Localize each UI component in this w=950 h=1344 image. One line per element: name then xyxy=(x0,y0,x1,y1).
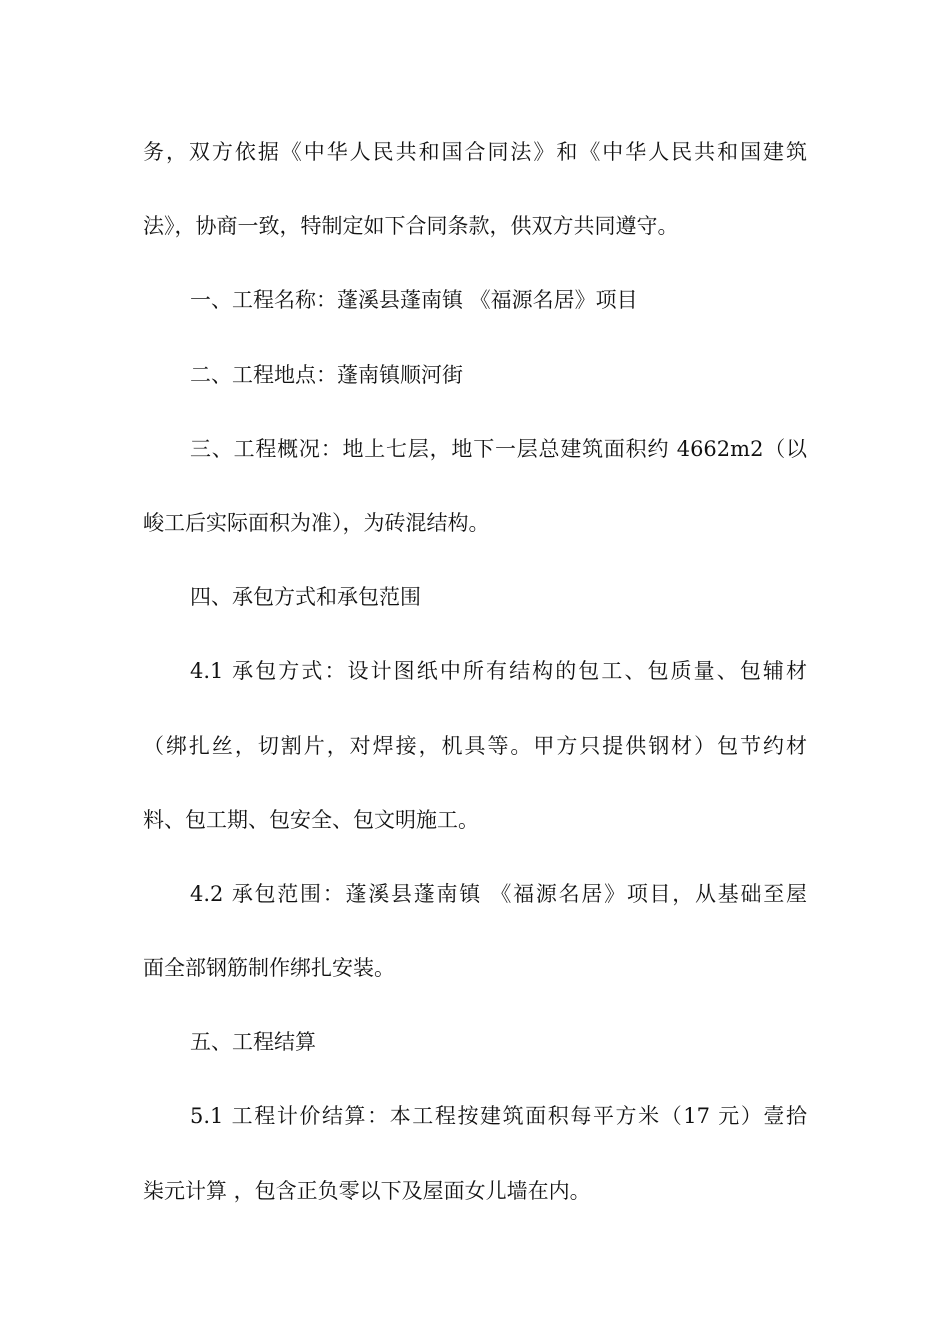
clause-4-1: 4.1 承包方式：设计图纸中所有结构的包工、包质量、包辅材 xyxy=(190,659,807,684)
clause-4-1-continuation-2: 料、包工期、包安全、包文明施工。 xyxy=(143,807,479,832)
clause-4-1-continuation-1: （绑扎丝，切割片，对焊接，机具等。甲方只提供钢材）包节约材 xyxy=(143,733,807,758)
section-3-project-overview: 三、工程概况：地上七层，地下一层总建筑面积约 4662m2（以 xyxy=(190,436,807,461)
section-1-project-name: 一、工程名称：蓬溪县蓬南镇 《福源名居》项目 xyxy=(190,288,638,313)
text-line-2: 法》，协商一致，特制定如下合同条款，供双方共同遵守。 xyxy=(143,214,679,239)
section-5-heading: 五、工程结算 xyxy=(190,1030,316,1055)
clause-5-1: 5.1 工程计价结算：本工程按建筑面积每平方米（17 元）壹拾 xyxy=(190,1104,807,1129)
clause-4-2: 4.2 承包范围：蓬溪县蓬南镇 《福源名居》项目，从基础至屋 xyxy=(190,881,807,906)
clause-5-1-continuation: 柒元计算 ，包含正负零以下及屋面女儿墙在内。 xyxy=(143,1178,591,1203)
text-line-1: 务，双方依据《中华人民共和国合同法》和《中华人民共和国建筑 xyxy=(143,140,807,164)
contract-body xyxy=(143,128,807,1241)
section-3-continuation: 峻工后实际面积为准），为砖混结构。 xyxy=(143,510,490,535)
section-2-project-location: 二、工程地点：蓬南镇顺河街 xyxy=(190,362,463,387)
clause-4-2-continuation: 面全部钢筋制作绑扎安装。 xyxy=(143,956,395,981)
section-4-heading: 四、承包方式和承包范围 xyxy=(190,585,421,610)
